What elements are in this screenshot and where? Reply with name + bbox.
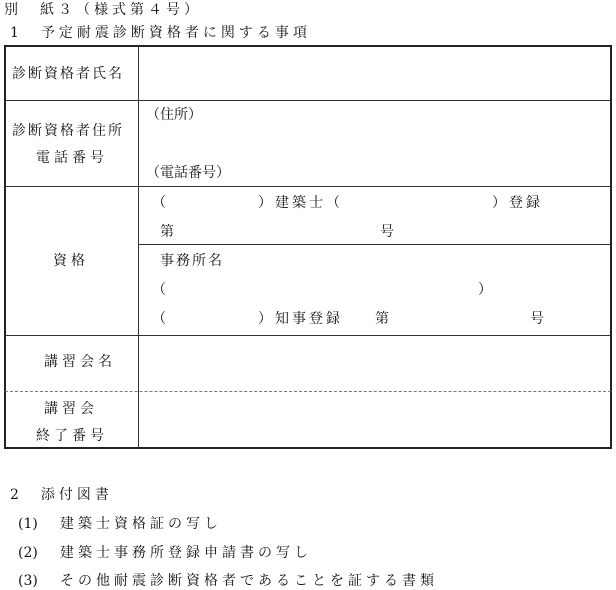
form-title: 別 紙３（様式第４号） [4, 2, 202, 18]
course-name-label: 講習会名 [44, 354, 116, 370]
architect-no-prefix: 第 [160, 224, 174, 240]
address-phone-field[interactable] [140, 104, 608, 182]
phone-label: 電話番号 [36, 150, 108, 166]
attachment-item-2-number: (2) [18, 545, 38, 561]
completion-number-label: 終了番号 [36, 428, 108, 444]
office-reg-open-paren: （ [152, 311, 166, 327]
office-open-paren: （ [152, 282, 166, 298]
section-1-heading: 1 予定耐震診断資格者に関する事項 [10, 25, 311, 41]
architect-class-label: ）建築士（ [258, 195, 343, 211]
office-no-prefix: 第 [375, 311, 389, 327]
course-name-field[interactable] [140, 339, 608, 387]
attachment-item-1: 建築士資格証の写し [60, 516, 222, 532]
table-column-divider [138, 46, 139, 448]
row-divider [5, 335, 611, 336]
office-name-label: 事務所名 [160, 253, 224, 269]
architect-open-paren: （ [152, 195, 166, 211]
address-hint: （住所） [146, 107, 202, 123]
row-divider [139, 244, 611, 245]
office-close-paren: ） [478, 282, 492, 298]
row-divider [5, 100, 611, 101]
architect-no-suffix: 号 [380, 224, 394, 240]
governor-registration-label: ）知事登録 [258, 311, 343, 327]
attachment-item-1-number: (1) [18, 516, 38, 532]
office-no-suffix: 号 [530, 311, 544, 327]
qualification-label: 資格 [53, 253, 89, 269]
attachment-item-2: 建築士事務所登録申請書の写し [60, 545, 312, 561]
name-label: 診断資格者氏名 [12, 66, 124, 82]
architect-registration-label: ）登録 [492, 195, 543, 211]
attachment-item-3: その他耐震診断資格者であることを証する書類 [60, 573, 438, 589]
completion-number-field[interactable] [140, 395, 608, 445]
row-divider-dashed [5, 391, 611, 392]
course-label: 講習会 [44, 401, 98, 417]
name-field[interactable] [140, 52, 608, 98]
attachment-item-3-number: (3) [18, 573, 38, 589]
address-label: 診断資格者住所 [12, 123, 124, 139]
row-divider [5, 186, 611, 187]
phone-hint: （電話番号） [146, 165, 230, 181]
section-2-heading: 2 添付図書 [10, 487, 113, 503]
